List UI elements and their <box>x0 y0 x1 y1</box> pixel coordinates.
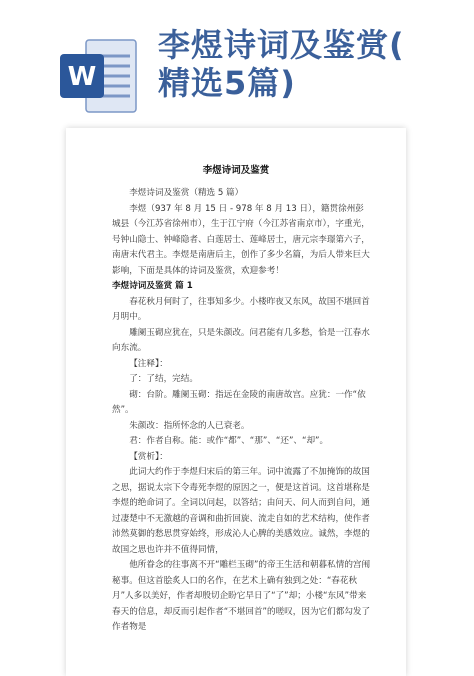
appreciation-paragraph-1: 此词大约作于李煜归宋后的第三年。词中流露了不加掩饰的故国之思，据说太宗下令毒死李煜的原因之一，便是这首词。这首堪称是李煜的绝命词了。全词以问起，以答结；由问天、问人而到自问，通过凄楚中不无激越的音调和曲折回旋、流走自如的艺术结构，使作者沛然莫御的愁思贯穿始终，形成沁人心脾的美感效应。诚然，李煜的故国之思也许并不值得同情， <box>112 467 370 555</box>
banner-title-line-1: 李煜诗词及鉴赏( <box>158 26 405 64</box>
poem-stanza-1: 春花秋月何时了，往事知多少。小楼昨夜又东风，故国不堪回首月明中。 <box>112 296 370 322</box>
document-title: 李煜诗词及鉴赏 <box>202 165 270 176</box>
document-body <box>112 186 372 636</box>
note-item: 朱颜改：指所怀念的人已衰老。 <box>129 420 250 431</box>
notes-heading: 【注释】： <box>129 358 168 369</box>
intro-paragraph: 李煜（937 年 8 月 15 日 - 978 年 8 月 13 日），籍贯徐州彭城县（今江苏省徐州市），生于江宁府（今江苏省南京市），字重光，号钟山隐士、钟峰隐者、白莲居士、莲峰居士，唐元宗李璟第六子，南唐末代君主。李煜是南唐后主，创作了多少名篇，为后人带来巨大影响，下面是具体的诗词及鉴赏，欢迎参考！ <box>112 203 370 276</box>
banner-title <box>158 26 468 102</box>
banner <box>0 0 474 118</box>
document-subtitle: 李煜诗词及鉴赏（精选 5 篇） <box>129 188 244 198</box>
note-item: 了：了结，完结。 <box>129 374 198 384</box>
svg-text:W: W <box>67 62 97 92</box>
poem-stanza-2: 雕阑玉砌应犹在，只是朱颜改。问君能有几多愁，恰是一江春水向东流。 <box>112 327 370 353</box>
document-page <box>66 128 406 676</box>
banner-title-line-2: 精选5篇) <box>158 64 296 102</box>
section-heading: 李煜诗词及鉴赏 篇 1 <box>112 281 193 291</box>
appreciation-paragraph-2: 他所眷念的往事离不开“雕栏玉砌”的帝王生活和朝暮私情的宫闱秘事。但这首脍炙人口的名作，在艺术上确有独到之处：“春花秋月”人多以美好，作者却殷切企盼它早日了“了”却；小楼“东风”带来春天的信息，却反而引起作者“不堪回首”的嗟叹，因为它们都勾发了作者物是 <box>112 560 371 632</box>
word-icon <box>56 34 140 118</box>
note-item: 君：作者自称。能：或作“都”、“那”、“还”、“却”。 <box>129 436 329 446</box>
appreciation-heading: 【赏析】： <box>129 451 168 462</box>
note-item: 砌：台阶。雕阑玉砌：指远在金陵的南唐故宫。应犹：一作“依然”。 <box>112 389 366 415</box>
